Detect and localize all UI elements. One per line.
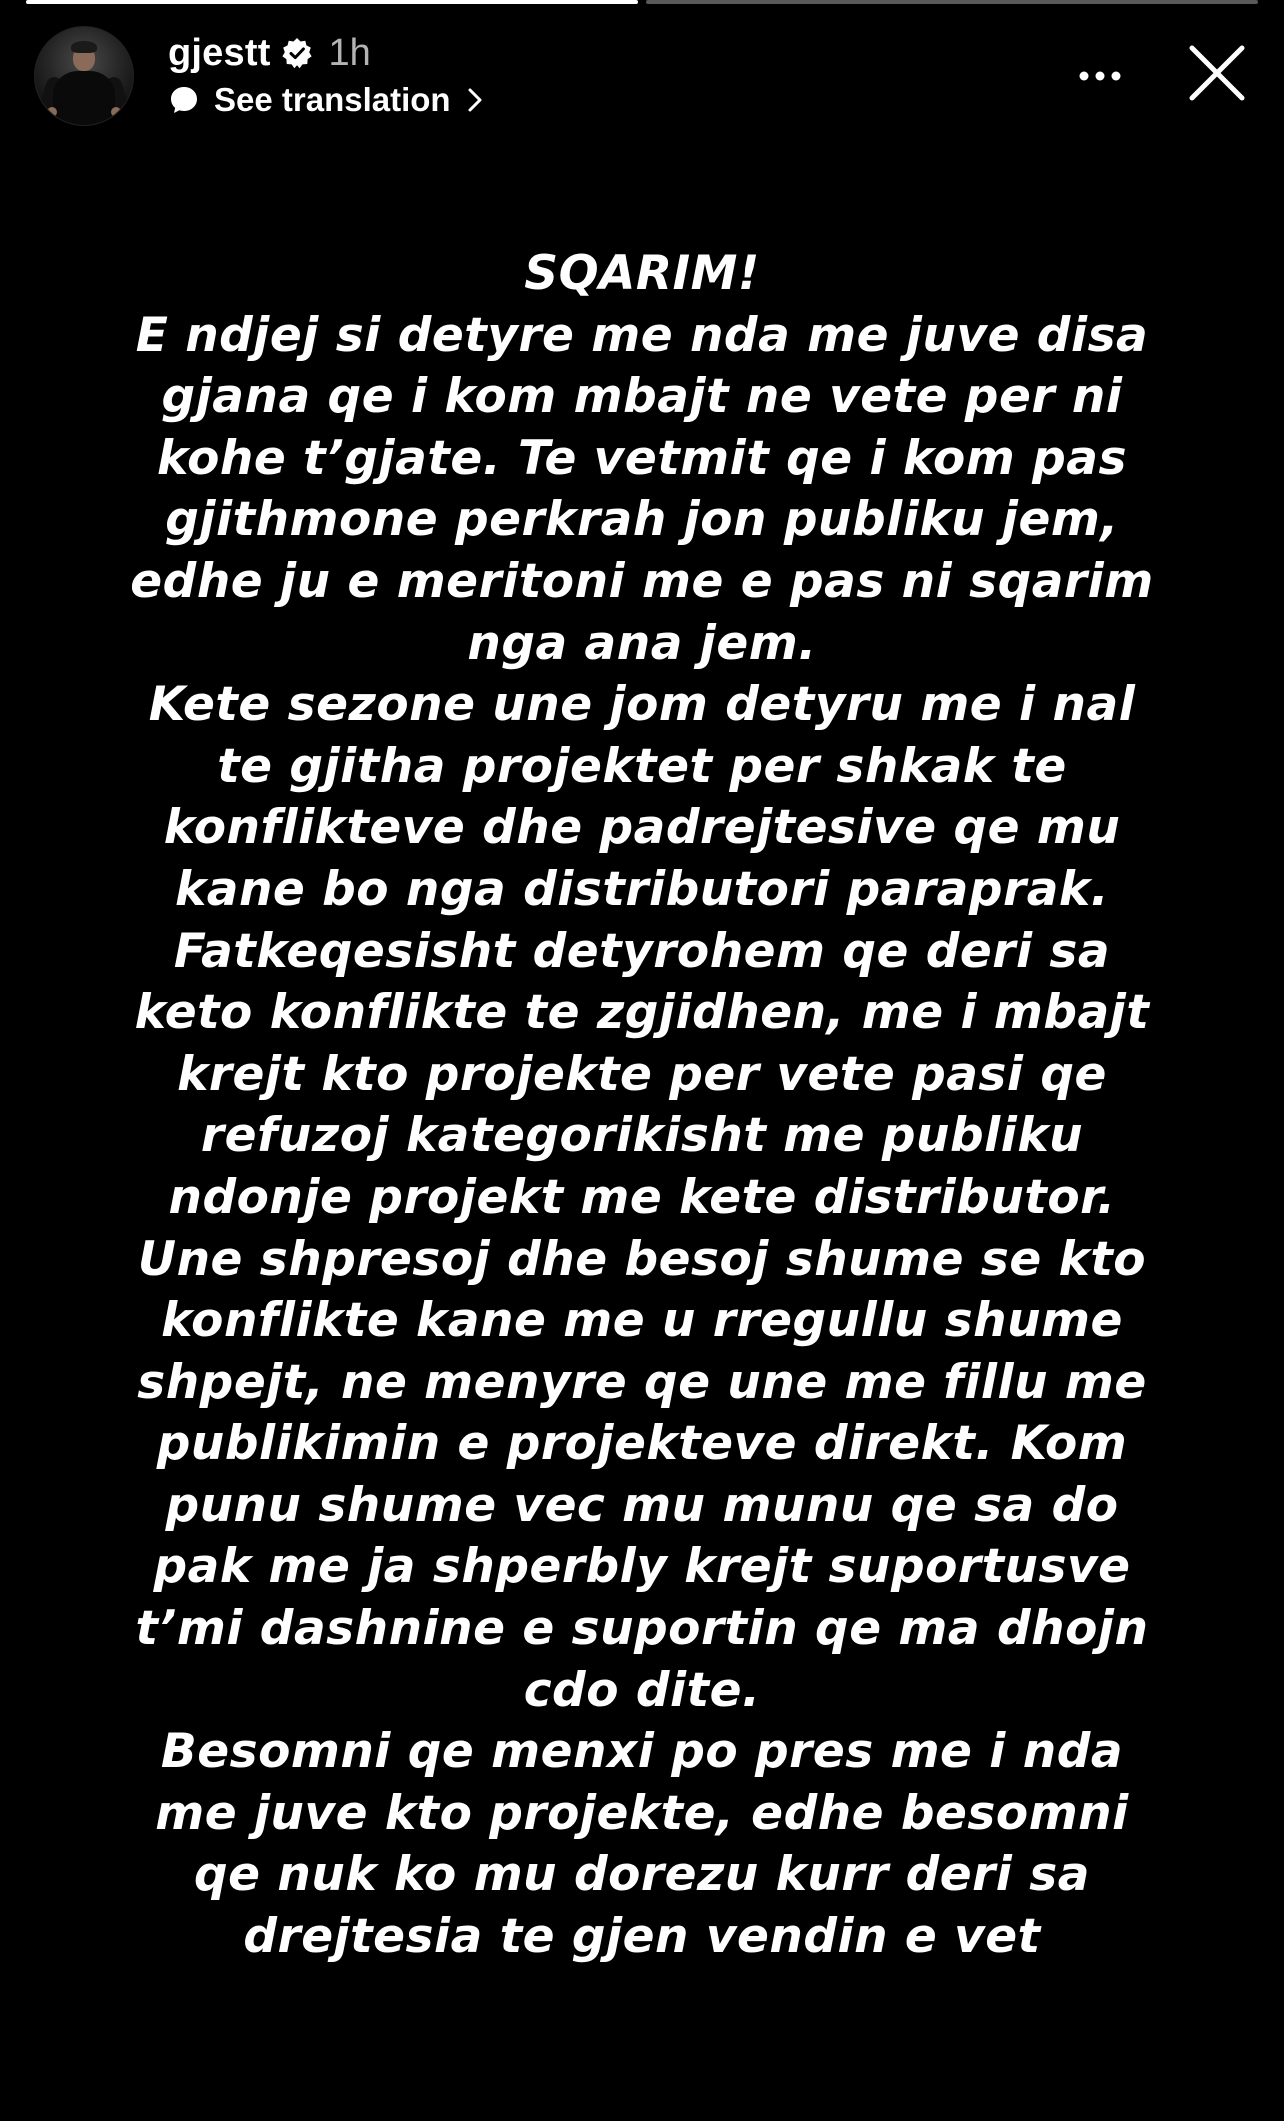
more-horizontal-icon	[1070, 54, 1130, 98]
story-header	[34, 26, 1250, 126]
story-text-line: krejt kto projekte per vete pasi qe	[177, 1046, 1107, 1102]
story-text-block	[40, 243, 1244, 1968]
story-text-line: t’mi dashnine e suportin qe ma dhojn	[135, 1601, 1149, 1657]
close-button[interactable]	[1184, 40, 1250, 106]
verified-badge-icon	[281, 37, 313, 69]
story-text-line: qe nuk ko mu dorezu kurr deri sa	[194, 1847, 1090, 1903]
story-text-line: refuzoj kategorikisht me publiku	[200, 1108, 1084, 1164]
story-text-line: nga ana jem.	[467, 615, 817, 671]
story-text-line: konflikteve dhe padrejtesive qe mu	[163, 800, 1121, 856]
see-translation-label: See translation	[214, 81, 451, 118]
username[interactable]: gjestt	[168, 31, 271, 74]
story-text-line: kohe t’gjate. Te vetmit qe i kom pas	[157, 430, 1127, 486]
story-text-line: Une shpresoj dhe besoj shume se kto	[137, 1231, 1147, 1287]
story-text-line: gjithmone perkrah jon publiku jem,	[165, 492, 1119, 548]
user-info	[168, 30, 371, 76]
story-text-line: E ndjej si detyre me nda me juve disa	[135, 307, 1149, 363]
story-text-line: Fatkeqesisht detyrohem qe deri sa	[173, 923, 1111, 979]
see-translation-link[interactable]	[168, 80, 485, 120]
story-text-line: ndonje projekt me kete distributor.	[168, 1169, 1116, 1225]
story-text-line: me juve kto projekte, edhe besomni	[155, 1785, 1129, 1841]
progress-segment-active	[26, 0, 638, 4]
story-text-line: kane bo nga distributori paraprak.	[174, 861, 1110, 917]
story-text-line: Besomni qe menxi po pres me i nda	[160, 1724, 1124, 1780]
story-text-line: drejtesia te gjen vendin e vet	[243, 1909, 1041, 1965]
story-text-line: edhe ju e meritoni me e pas ni sqarim	[130, 553, 1154, 609]
story-heading: SQARIM!	[524, 246, 760, 301]
story-text-line: pak me ja shperbly krejt suportusve	[153, 1539, 1131, 1595]
story-text-line: publikimin e projekteve direkt. Kom	[156, 1416, 1128, 1472]
progress-segment	[646, 0, 1258, 4]
story-text-line: Kete sezone une jom detyru me i nal	[148, 677, 1136, 733]
story-text-line: keto konflikte te zgjidhen, me i mbajt	[134, 985, 1150, 1041]
story-progress-bar	[26, 0, 1258, 4]
story-text-line: gjana qe i kom mbajt ne vete per ni	[161, 369, 1123, 425]
close-icon	[1184, 40, 1250, 106]
story-text-line: shpejt, ne menyre qe une me fillu me	[137, 1354, 1147, 1410]
story-text-line: te gjitha projektet per shkak te	[217, 738, 1067, 794]
more-options-button[interactable]	[1070, 54, 1130, 98]
story-text-line: konflikte kane me u rregullu shume	[161, 1293, 1123, 1349]
story-text-line: cdo dite.	[523, 1662, 761, 1718]
avatar[interactable]	[34, 26, 134, 126]
chevron-right-icon	[465, 87, 485, 113]
post-time: 1h	[328, 31, 371, 74]
translate-icon	[168, 84, 200, 116]
story-text-line: punu shume vec mu munu qe sa do	[165, 1477, 1119, 1533]
